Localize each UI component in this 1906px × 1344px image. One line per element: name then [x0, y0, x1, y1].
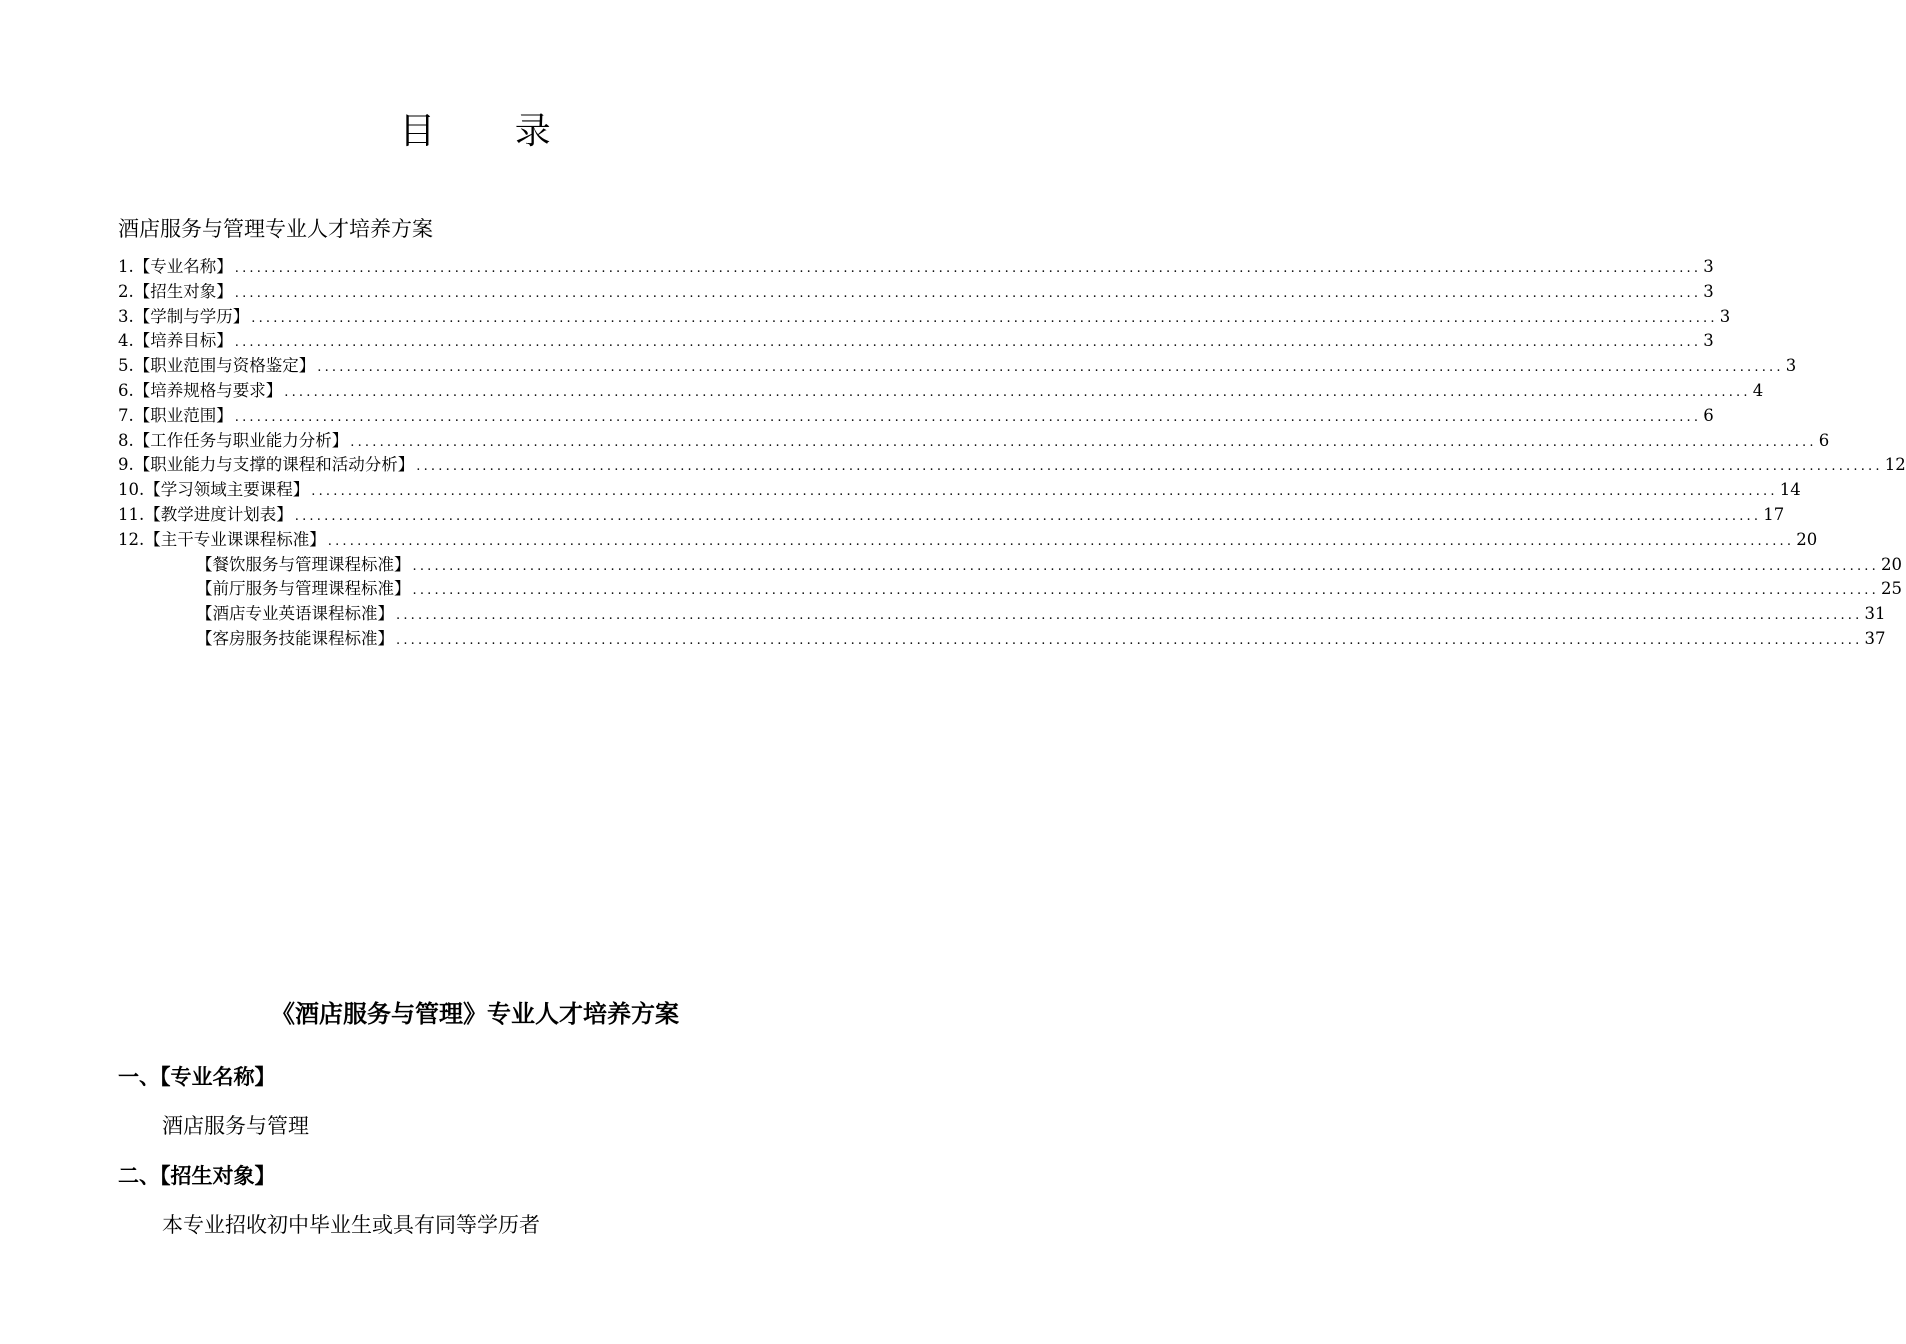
- toc-entry[interactable]: [118, 379, 1764, 404]
- toc-entry-number: 1.: [118, 257, 134, 276]
- toc-entry-number: 9.: [118, 455, 134, 475]
- toc-subentry[interactable]: [118, 553, 1902, 578]
- toc-entry-label: 【学习领域主要课程】: [144, 480, 310, 500]
- toc-entry-number: 4.: [118, 331, 134, 351]
- toc-subentry-page: 20: [1880, 554, 1902, 574]
- document-title: 《酒店服务与管理》专业人才培养方案: [271, 999, 679, 1028]
- toc-leader: ........................................................................................................................................................................................................: [327, 533, 1795, 549]
- toc-leader: ........................................................................................................................................................................................................: [284, 384, 1751, 400]
- toc-entry-label: 【专业名称】: [133, 257, 233, 276]
- toc-entry-number: 7.: [118, 405, 134, 425]
- toc-leader: ........................................................................................................................................................................................................: [294, 508, 1762, 524]
- toc-entry-number: 5.: [118, 356, 134, 376]
- section-heading: 二、【招生对象】: [118, 1163, 276, 1188]
- toc-entry-label: 【工作任务与职业能力分析】: [133, 430, 349, 450]
- toc-entry[interactable]: [118, 453, 1906, 478]
- toc-subentry-page: 31: [1864, 604, 1886, 624]
- toc-entry-page: 12: [1884, 455, 1906, 475]
- toc-leader: ........................................................................................................................................................................................................: [234, 335, 1702, 351]
- toc-entry-number: 2.: [118, 281, 134, 301]
- toc-leader: ........................................................................................................................................................................................................: [234, 285, 1702, 301]
- toc-leader: ........................................................................................................................................................................................................: [412, 558, 1879, 574]
- toc-leader: ........................................................................................................................................................................................................: [396, 608, 1863, 624]
- toc-leader: ........................................................................................................................................................................................................: [412, 583, 1879, 599]
- toc-entry[interactable]: [118, 503, 1785, 528]
- toc-subentry-label: 【前厅服务与管理课程标准】: [196, 579, 411, 599]
- toc-leader: ........................................................................................................................................................................................................: [396, 632, 1863, 648]
- toc-entry[interactable]: [118, 478, 1801, 503]
- toc-leader: ........................................................................................................................................................................................................: [416, 459, 1883, 475]
- toc-title: 目 录: [399, 111, 585, 152]
- toc-entry[interactable]: [118, 429, 1830, 454]
- toc-entry-page: 3: [1785, 356, 1797, 376]
- toc-entry-label: 【学制与学历】: [133, 306, 250, 326]
- toc-entry-label: 【培养规格与要求】: [133, 380, 283, 400]
- toc-entry-label: 【职业能力与支撑的课程和活动分析】: [133, 455, 415, 475]
- toc-leader: ........................................................................................................................................................................................................: [317, 360, 1784, 376]
- toc-leader: ........................................................................................................................................................................................................: [234, 409, 1702, 425]
- table-of-contents: [118, 255, 1906, 652]
- toc-subentry-page: 37: [1864, 628, 1886, 648]
- toc-leader: ........................................................................................................................................................................................................: [251, 310, 1718, 326]
- toc-entry-number: 3.: [118, 306, 134, 326]
- toc-subentry-page: 25: [1880, 579, 1902, 599]
- toc-entry-number: 8.: [118, 430, 134, 450]
- toc-subentry-label: 【酒店专业英语课程标准】: [196, 604, 394, 624]
- toc-entry-label: 【招生对象】: [133, 281, 233, 301]
- toc-entry-page: 6: [1818, 430, 1830, 450]
- toc-entry-number: 11.: [118, 504, 145, 524]
- toc-entry-page: 6: [1703, 405, 1714, 425]
- toc-entry[interactable]: [118, 280, 1714, 305]
- toc-entry-page: 3: [1719, 306, 1731, 326]
- toc-leader: ........................................................................................................................................................................................................: [311, 484, 1778, 500]
- section-body: 酒店服务与管理: [162, 1114, 309, 1138]
- toc-subentry[interactable]: [118, 602, 1886, 627]
- toc-entry-page: 17: [1763, 504, 1785, 524]
- toc-entry-page: 4: [1752, 380, 1764, 400]
- toc-entry-label: 【教学进度计划表】: [144, 504, 293, 524]
- toc-subentry-label: 【餐饮服务与管理课程标准】: [196, 554, 411, 574]
- toc-entry-number: 12.: [118, 529, 145, 549]
- toc-entry-number: 6.: [118, 380, 134, 400]
- section-heading: 一、【专业名称】: [118, 1064, 276, 1089]
- toc-subentry[interactable]: [118, 627, 1886, 652]
- toc-entry[interactable]: [118, 329, 1714, 354]
- toc-entry-label: 【职业范围】: [133, 405, 233, 425]
- toc-entry[interactable]: [118, 255, 1714, 280]
- section-body: 本专业招收初中毕业生或具有同等学历者: [162, 1213, 540, 1237]
- toc-entry[interactable]: [118, 354, 1797, 379]
- toc-entry-page: 14: [1779, 480, 1801, 500]
- toc-entry-label: 【职业范围与资格鉴定】: [133, 356, 316, 376]
- toc-entry[interactable]: [118, 305, 1731, 330]
- toc-subentry-label: 【客房服务技能课程标准】: [196, 628, 394, 648]
- toc-entry[interactable]: [118, 404, 1714, 429]
- toc-entry-number: 10.: [118, 480, 145, 500]
- toc-entry-label: 【培养目标】: [133, 331, 233, 351]
- toc-entry-page: 3: [1703, 331, 1714, 351]
- toc-leader: ........................................................................................................................................................................................................: [350, 434, 1817, 450]
- toc-leader: ........................................................................................................................................................................................................: [234, 261, 1702, 276]
- toc-heading: 酒店服务与管理专业人才培养方案: [118, 217, 433, 241]
- toc-entry-page: 3: [1703, 257, 1714, 276]
- toc-entry[interactable]: [118, 528, 1818, 553]
- toc-subentry[interactable]: [118, 577, 1902, 602]
- toc-entry-page: 20: [1796, 529, 1818, 549]
- toc-entry-page: 3: [1703, 281, 1714, 301]
- toc-entry-label: 【主干专业课课程标准】: [144, 529, 326, 549]
